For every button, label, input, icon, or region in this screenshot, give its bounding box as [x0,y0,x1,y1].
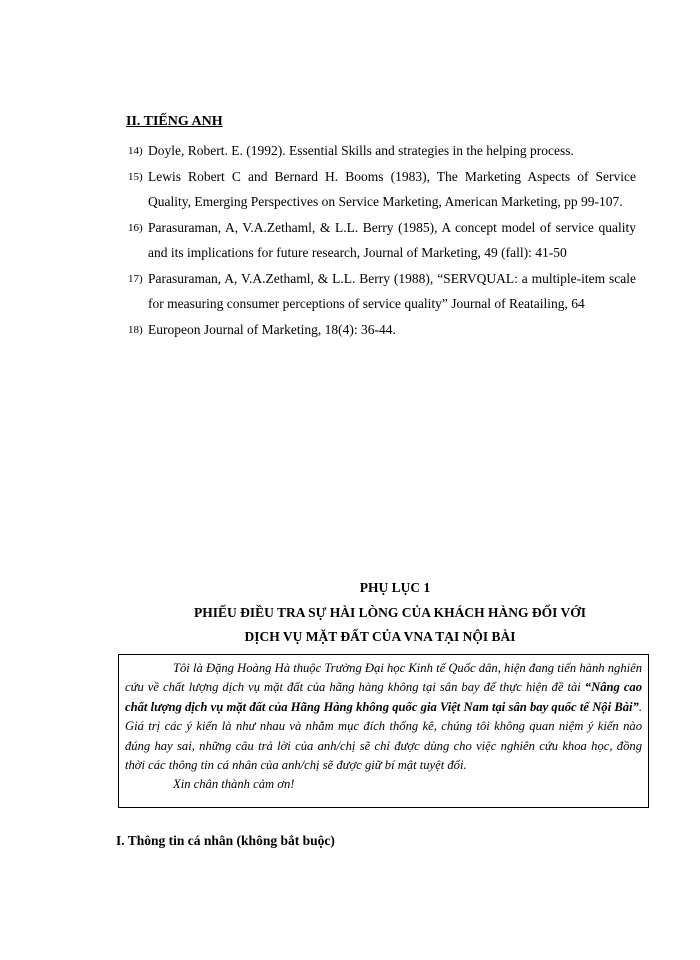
intro-thanks: Xin chân thành cảm ơn! [173,777,295,792]
reference-number: 18) [128,323,143,336]
appendix-label: PHỤ LỤC 1 [359,580,431,595]
section-heading-english: II. TIẾNG ANH [126,114,223,129]
reference-number: 14) [128,145,143,157]
intro-text-part1: Tôi là Đặng Hoàng Hà thuộc Trường Đại học Kinh tế Quốc dân, hiện đang tiến hành nghiên cứu về chất lượng dịch vụ mặt đất của hãng hàng không tại sân bay để thực hiện đề tài [125,661,642,695]
reference-text: Parasuraman, A, V.A.Zethaml, & L.L. Berry (1985), A concept model of service quality and its implications for future research, Journal of Marketing, 49 (fall): 41-50 [148,219,636,260]
reference-list [128,138,636,342]
reference-item [128,266,636,317]
reference-number: 16) [128,221,143,234]
section-personal-info-heading: I. Thông tin cá nhân (không bắt buộc) [116,833,335,848]
reference-text: Europeon Journal of Marketing, 18(4): 36-44. [148,321,396,337]
reference-text: Parasuraman, A, V.A.Zethaml, & L.L. Berry (1988), “SERVQUAL: a multiple-item scale for measuring consumer perceptions of service quality” Journal of Reatailing, 64 [148,270,636,311]
reference-item [128,164,636,215]
reference-text: Doyle, Robert. E. (1992). Essential Skills and strategies in the helping process. [148,143,574,158]
reference-text: Lewis Robert C and Bernard H. Booms (1983), The Marketing Aspects of Service Quality, Emerging Perspectives on Service Marketing, American Marketing, pp 99-107. [148,168,636,209]
intro-topic: “Nâng cao chất lượng dịch vụ mặt đất của Hãng Hàng không quốc gia Việt Nam tại sân bay quốc tế Nội Bài” [125,680,643,714]
reference-number: 15) [128,170,143,183]
reference-item [128,138,636,164]
reference-number: 17) [128,272,143,285]
survey-title-line1: PHIẾU ĐIỀU TRA SỰ HÀI LÒNG CỦA KHÁCH HÀNG ĐỐI VỚI [193,605,587,620]
survey-title-line2: DỊCH VỤ MẶT ĐẤT CỦA VNA TẠI NỘI BÀI [244,629,516,644]
reference-item [128,215,636,266]
intro-text-part2: . Giá trị các ý kiến là như nhau và nhằm mục đích thống kê, chúng tôi không quan niệm ý kiến nào đúng hay sai, những câu trả lời của anh/chị sẽ chỉ được dùng cho việc nghiên cứu khoa học, đồng thời các thông tin cá nhân của anh/chị sẽ được giữ bí mật tuyệt đối. [125,699,642,773]
reference-item [128,317,636,343]
survey-intro-box [118,654,649,808]
intro-paragraph [125,659,642,775]
